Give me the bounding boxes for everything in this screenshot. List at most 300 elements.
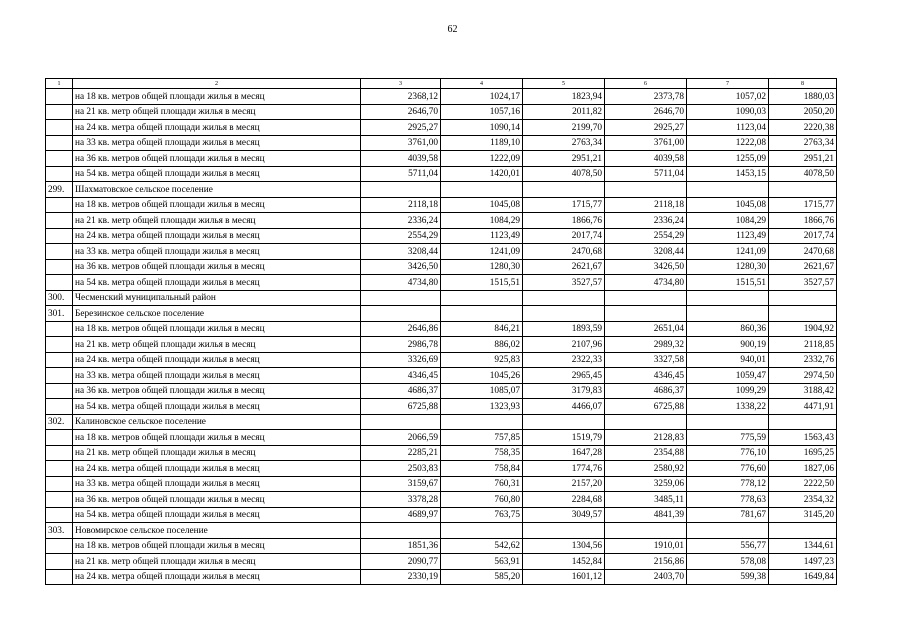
- value-cell-col-3: 3159,67: [361, 476, 441, 492]
- value-cell-col-7: 1123,04: [687, 120, 769, 136]
- value-cell-col-6: 3761,00: [605, 135, 687, 151]
- value-cell-col-8: 1695,25: [769, 445, 837, 461]
- section-title-cell: Шахматовское сельское поселение: [73, 182, 361, 198]
- norm-label-cell: на 33 кв. метра общей площади жилья в месяц: [73, 368, 361, 384]
- value-cell-col-7: 1084,29: [687, 213, 769, 229]
- value-cell-col-8: 2354,32: [769, 492, 837, 508]
- table-row: [46, 492, 837, 508]
- value-cell-col-3: [361, 182, 441, 198]
- value-cell-col-7: 578,08: [687, 554, 769, 570]
- column-number-4: 4: [441, 79, 523, 89]
- norm-label-cell: на 24 кв. метра общей площади жилья в месяц: [73, 461, 361, 477]
- value-cell-col-5: 1823,94: [523, 89, 605, 105]
- value-cell-col-8: 1649,84: [769, 569, 837, 585]
- table-row: [46, 213, 837, 229]
- row-number-cell: [46, 368, 73, 384]
- value-cell-col-3: 4689,97: [361, 507, 441, 523]
- value-cell-col-8: 2220,38: [769, 120, 837, 136]
- table-row: [46, 244, 837, 260]
- value-cell-col-8: 2222,50: [769, 476, 837, 492]
- value-cell-col-3: 2503,83: [361, 461, 441, 477]
- norm-label-cell: на 24 кв. метра общей площади жилья в месяц: [73, 569, 361, 585]
- section-title-cell: Калиновское сельское поселение: [73, 414, 361, 430]
- value-cell-col-3: 2090,77: [361, 554, 441, 570]
- table-row: [46, 554, 837, 570]
- value-cell-col-4: 542,62: [441, 538, 523, 554]
- norm-label-cell: на 18 кв. метров общей площади жилья в месяц: [73, 538, 361, 554]
- value-cell-col-5: 1519,79: [523, 430, 605, 446]
- value-cell-col-8: 3188,42: [769, 383, 837, 399]
- value-cell-col-8: 2974,50: [769, 368, 837, 384]
- value-cell-col-4: 760,80: [441, 492, 523, 508]
- table-row: [46, 259, 837, 275]
- value-cell-col-5: 1601,12: [523, 569, 605, 585]
- value-cell-col-7: 1280,30: [687, 259, 769, 275]
- value-cell-col-3: 1851,36: [361, 538, 441, 554]
- row-number-cell: [46, 228, 73, 244]
- row-number-cell: [46, 89, 73, 105]
- row-number-cell: [46, 104, 73, 120]
- value-cell-col-8: [769, 306, 837, 322]
- table-row: [46, 569, 837, 585]
- row-number-cell: [46, 275, 73, 291]
- value-cell-col-6: [605, 414, 687, 430]
- value-cell-col-4: 760,31: [441, 476, 523, 492]
- value-cell-col-5: 3049,57: [523, 507, 605, 523]
- row-number-cell: 302.: [46, 414, 73, 430]
- value-cell-col-3: 3208,44: [361, 244, 441, 260]
- value-cell-col-3: 2646,70: [361, 104, 441, 120]
- value-cell-col-8: 4078,50: [769, 166, 837, 182]
- value-cell-col-7: 778,63: [687, 492, 769, 508]
- table-row: [46, 151, 837, 167]
- value-cell-col-8: 2118,85: [769, 337, 837, 353]
- value-cell-col-4: 1123,49: [441, 228, 523, 244]
- value-cell-col-3: 2330,19: [361, 569, 441, 585]
- norm-label-cell: на 21 кв. метр общей площади жилья в месяц: [73, 445, 361, 461]
- value-cell-col-7: 556,77: [687, 538, 769, 554]
- value-cell-col-7: 781,67: [687, 507, 769, 523]
- value-cell-col-3: 2925,27: [361, 120, 441, 136]
- norm-label-cell: на 24 кв. метра общей площади жилья в месяц: [73, 228, 361, 244]
- value-cell-col-6: 3485,11: [605, 492, 687, 508]
- value-cell-col-4: [441, 306, 523, 322]
- value-cell-col-5: 3527,57: [523, 275, 605, 291]
- value-cell-col-8: [769, 182, 837, 198]
- value-cell-col-6: 6725,88: [605, 399, 687, 415]
- value-cell-col-3: 4346,45: [361, 368, 441, 384]
- value-cell-col-3: 3761,00: [361, 135, 441, 151]
- norm-label-cell: на 33 кв. метра общей площади жилья в месяц: [73, 244, 361, 260]
- column-number-6: 6: [605, 79, 687, 89]
- value-cell-col-6: 4841,39: [605, 507, 687, 523]
- value-cell-col-7: 1099,29: [687, 383, 769, 399]
- value-cell-col-8: 4471,91: [769, 399, 837, 415]
- value-cell-col-3: 2285,21: [361, 445, 441, 461]
- value-cell-col-5: 2470,68: [523, 244, 605, 260]
- row-number-cell: [46, 476, 73, 492]
- row-number-cell: [46, 554, 73, 570]
- value-cell-col-3: 4039,58: [361, 151, 441, 167]
- row-number-cell: [46, 352, 73, 368]
- section-row: [46, 290, 837, 306]
- norm-label-cell: на 18 кв. метров общей площади жилья в месяц: [73, 197, 361, 213]
- table-row: [46, 368, 837, 384]
- norm-label-cell: на 24 кв. метра общей площади жилья в месяц: [73, 352, 361, 368]
- column-number-8: 8: [769, 79, 837, 89]
- value-cell-col-3: [361, 306, 441, 322]
- norm-label-cell: на 21 кв. метр общей площади жилья в месяц: [73, 554, 361, 570]
- section-row: [46, 414, 837, 430]
- table-row: [46, 321, 837, 337]
- value-cell-col-8: 2050,20: [769, 104, 837, 120]
- value-cell-col-7: 775,59: [687, 430, 769, 446]
- norm-label-cell: на 21 кв. метр общей площади жилья в месяц: [73, 337, 361, 353]
- value-cell-col-4: 846,21: [441, 321, 523, 337]
- value-cell-col-8: 3145,20: [769, 507, 837, 523]
- value-cell-col-8: [769, 414, 837, 430]
- norm-label-cell: на 54 кв. метра общей площади жилья в месяц: [73, 275, 361, 291]
- norm-label-cell: на 36 кв. метров общей площади жилья в месяц: [73, 492, 361, 508]
- value-cell-col-8: 1866,76: [769, 213, 837, 229]
- value-cell-col-5: 2621,67: [523, 259, 605, 275]
- table-row: [46, 89, 837, 105]
- table-row: [46, 275, 837, 291]
- value-cell-col-6: 1910,01: [605, 538, 687, 554]
- value-cell-col-5: 1774,76: [523, 461, 605, 477]
- value-cell-col-5: 3179,83: [523, 383, 605, 399]
- value-cell-col-4: [441, 182, 523, 198]
- value-cell-col-7: 1241,09: [687, 244, 769, 260]
- table-row: [46, 104, 837, 120]
- value-cell-col-7: 1255,09: [687, 151, 769, 167]
- value-cell-col-8: 1563,43: [769, 430, 837, 446]
- value-cell-col-6: 3327,58: [605, 352, 687, 368]
- row-number-cell: 303.: [46, 523, 73, 539]
- value-cell-col-5: 2107,96: [523, 337, 605, 353]
- value-cell-col-5: 2017,74: [523, 228, 605, 244]
- value-cell-col-6: 3259,06: [605, 476, 687, 492]
- norm-label-cell: на 54 кв. метра общей площади жилья в месяц: [73, 166, 361, 182]
- value-cell-col-4: 1084,29: [441, 213, 523, 229]
- value-cell-col-8: 1497,23: [769, 554, 837, 570]
- value-cell-col-6: 2354,88: [605, 445, 687, 461]
- norm-label-cell: на 36 кв. метров общей площади жилья в месяц: [73, 383, 361, 399]
- value-cell-col-4: 563,91: [441, 554, 523, 570]
- value-cell-col-7: 1045,08: [687, 197, 769, 213]
- column-number-1: 1: [46, 79, 73, 89]
- value-cell-col-8: 2332,76: [769, 352, 837, 368]
- value-cell-col-4: 1241,09: [441, 244, 523, 260]
- value-cell-col-5: 2951,21: [523, 151, 605, 167]
- section-row: [46, 523, 837, 539]
- column-number-row: [46, 79, 837, 89]
- value-cell-col-4: 1045,08: [441, 197, 523, 213]
- table-row: [46, 476, 837, 492]
- norm-label-cell: на 18 кв. метров общей площади жилья в месяц: [73, 89, 361, 105]
- value-cell-col-3: 2118,18: [361, 197, 441, 213]
- norm-label-cell: на 21 кв. метр общей площади жилья в месяц: [73, 213, 361, 229]
- value-cell-col-6: [605, 182, 687, 198]
- row-number-cell: [46, 166, 73, 182]
- value-cell-col-6: 2336,24: [605, 213, 687, 229]
- value-cell-col-3: 4734,80: [361, 275, 441, 291]
- value-cell-col-6: 4346,45: [605, 368, 687, 384]
- row-number-cell: [46, 197, 73, 213]
- value-cell-col-7: [687, 182, 769, 198]
- value-cell-col-7: [687, 414, 769, 430]
- value-cell-col-6: 2156,86: [605, 554, 687, 570]
- value-cell-col-5: 2763,34: [523, 135, 605, 151]
- row-number-cell: [46, 337, 73, 353]
- value-cell-col-8: 1715,77: [769, 197, 837, 213]
- value-cell-col-5: 2157,20: [523, 476, 605, 492]
- norm-label-cell: на 24 кв. метра общей площади жилья в месяц: [73, 120, 361, 136]
- value-cell-col-5: 1647,28: [523, 445, 605, 461]
- value-cell-col-3: 2986,78: [361, 337, 441, 353]
- value-cell-col-6: 2989,32: [605, 337, 687, 353]
- section-title-cell: Новомирское сельское поселение: [73, 523, 361, 539]
- value-cell-col-3: 2368,12: [361, 89, 441, 105]
- value-cell-col-5: 1304,56: [523, 538, 605, 554]
- table-row: [46, 445, 837, 461]
- value-cell-col-3: 6725,88: [361, 399, 441, 415]
- value-cell-col-7: 900,19: [687, 337, 769, 353]
- value-cell-col-7: 1090,03: [687, 104, 769, 120]
- value-cell-col-3: [361, 414, 441, 430]
- value-cell-col-6: 3208,44: [605, 244, 687, 260]
- value-cell-col-6: 2554,29: [605, 228, 687, 244]
- row-number-cell: [46, 321, 73, 337]
- row-number-cell: [46, 461, 73, 477]
- table-body: [46, 89, 837, 585]
- value-cell-col-7: 860,36: [687, 321, 769, 337]
- column-number-7: 7: [687, 79, 769, 89]
- value-cell-col-4: 886,02: [441, 337, 523, 353]
- section-row: [46, 306, 837, 322]
- column-number-5: 5: [523, 79, 605, 89]
- value-cell-col-6: 4734,80: [605, 275, 687, 291]
- value-cell-col-3: [361, 290, 441, 306]
- value-cell-col-4: 763,75: [441, 507, 523, 523]
- value-cell-col-5: 4466,07: [523, 399, 605, 415]
- value-cell-col-7: 599,38: [687, 569, 769, 585]
- value-cell-col-6: 2373,78: [605, 89, 687, 105]
- norm-label-cell: на 36 кв. метров общей площади жилья в месяц: [73, 259, 361, 275]
- value-cell-col-8: 2017,74: [769, 228, 837, 244]
- value-cell-col-6: 5711,04: [605, 166, 687, 182]
- value-cell-col-4: 1024,17: [441, 89, 523, 105]
- value-cell-col-4: 1515,51: [441, 275, 523, 291]
- value-cell-col-5: 4078,50: [523, 166, 605, 182]
- value-cell-col-4: 1057,16: [441, 104, 523, 120]
- value-cell-col-6: [605, 306, 687, 322]
- value-cell-col-6: 2580,92: [605, 461, 687, 477]
- table-row: [46, 228, 837, 244]
- row-number-cell: [46, 213, 73, 229]
- row-number-cell: [46, 492, 73, 508]
- table-row: [46, 538, 837, 554]
- value-cell-col-6: 2118,18: [605, 197, 687, 213]
- table-row: [46, 337, 837, 353]
- value-cell-col-8: 1880,03: [769, 89, 837, 105]
- value-cell-col-7: [687, 306, 769, 322]
- value-cell-col-5: [523, 523, 605, 539]
- value-cell-col-8: [769, 290, 837, 306]
- norm-label-cell: на 18 кв. метров общей площади жилья в месяц: [73, 321, 361, 337]
- row-number-cell: 299.: [46, 182, 73, 198]
- value-cell-col-3: 3326,69: [361, 352, 441, 368]
- value-cell-col-4: 758,35: [441, 445, 523, 461]
- value-cell-col-4: [441, 414, 523, 430]
- value-cell-col-5: [523, 290, 605, 306]
- norm-label-cell: на 33 кв. метра общей площади жилья в месяц: [73, 135, 361, 151]
- value-cell-col-4: 1323,93: [441, 399, 523, 415]
- row-number-cell: [46, 507, 73, 523]
- row-number-cell: [46, 259, 73, 275]
- table-row: [46, 135, 837, 151]
- value-cell-col-7: [687, 290, 769, 306]
- value-cell-col-5: 1715,77: [523, 197, 605, 213]
- value-cell-col-8: 2470,68: [769, 244, 837, 260]
- column-number-3: 3: [361, 79, 441, 89]
- norm-label-cell: на 21 кв. метр общей площади жилья в месяц: [73, 104, 361, 120]
- value-cell-col-7: 776,10: [687, 445, 769, 461]
- row-number-cell: [46, 151, 73, 167]
- value-cell-col-4: [441, 523, 523, 539]
- value-cell-col-4: 1189,10: [441, 135, 523, 151]
- value-cell-col-8: 3527,57: [769, 275, 837, 291]
- value-cell-col-5: 1452,84: [523, 554, 605, 570]
- value-cell-col-3: 2646,86: [361, 321, 441, 337]
- row-number-cell: [46, 445, 73, 461]
- value-cell-col-7: 1453,15: [687, 166, 769, 182]
- norm-label-cell: на 18 кв. метров общей площади жилья в месяц: [73, 430, 361, 446]
- value-cell-col-3: 4686,37: [361, 383, 441, 399]
- norm-label-cell: на 36 кв. метров общей площади жилья в месяц: [73, 151, 361, 167]
- row-number-cell: 300.: [46, 290, 73, 306]
- value-cell-col-8: 1904,92: [769, 321, 837, 337]
- value-cell-col-7: 1059,47: [687, 368, 769, 384]
- value-cell-col-8: 2621,67: [769, 259, 837, 275]
- value-cell-col-7: 940,01: [687, 352, 769, 368]
- value-cell-col-7: 1123,49: [687, 228, 769, 244]
- row-number-cell: 301.: [46, 306, 73, 322]
- value-cell-col-3: 2554,29: [361, 228, 441, 244]
- section-title-cell: Березинское сельское поселение: [73, 306, 361, 322]
- norm-label-cell: на 33 кв. метра общей площади жилья в месяц: [73, 476, 361, 492]
- value-cell-col-4: 585,20: [441, 569, 523, 585]
- value-cell-col-8: [769, 523, 837, 539]
- value-cell-col-5: 2965,45: [523, 368, 605, 384]
- value-cell-col-4: 1090,14: [441, 120, 523, 136]
- value-cell-col-4: 758,84: [441, 461, 523, 477]
- value-cell-col-6: 2925,27: [605, 120, 687, 136]
- value-cell-col-5: [523, 306, 605, 322]
- value-cell-col-5: [523, 414, 605, 430]
- value-cell-col-7: 776,60: [687, 461, 769, 477]
- table-row: [46, 461, 837, 477]
- row-number-cell: [46, 135, 73, 151]
- row-number-cell: [46, 399, 73, 415]
- table-row: [46, 166, 837, 182]
- value-cell-col-5: 2011,82: [523, 104, 605, 120]
- value-cell-col-3: 3378,28: [361, 492, 441, 508]
- value-cell-col-6: 2403,70: [605, 569, 687, 585]
- value-cell-col-7: 1338,22: [687, 399, 769, 415]
- value-cell-col-4: [441, 290, 523, 306]
- value-cell-col-4: 1085,07: [441, 383, 523, 399]
- value-cell-col-6: [605, 290, 687, 306]
- norm-label-cell: на 54 кв. метра общей площади жилья в месяц: [73, 399, 361, 415]
- value-cell-col-8: 1344,61: [769, 538, 837, 554]
- value-cell-col-3: 2066,59: [361, 430, 441, 446]
- value-cell-col-6: [605, 523, 687, 539]
- value-cell-col-4: 1280,30: [441, 259, 523, 275]
- value-cell-col-7: 1222,08: [687, 135, 769, 151]
- value-cell-col-8: 1827,06: [769, 461, 837, 477]
- value-cell-col-5: [523, 182, 605, 198]
- value-cell-col-8: 2763,34: [769, 135, 837, 151]
- value-cell-col-8: 2951,21: [769, 151, 837, 167]
- norm-label-cell: на 54 кв. метра общей площади жилья в месяц: [73, 507, 361, 523]
- row-number-cell: [46, 430, 73, 446]
- section-title-cell: Чесменский муниципальный район: [73, 290, 361, 306]
- row-number-cell: [46, 244, 73, 260]
- value-cell-col-6: 4686,37: [605, 383, 687, 399]
- value-cell-col-3: 5711,04: [361, 166, 441, 182]
- table-row: [46, 430, 837, 446]
- value-cell-col-5: 1866,76: [523, 213, 605, 229]
- tariff-table: [45, 78, 837, 585]
- table-row: [46, 507, 837, 523]
- value-cell-col-4: 1420,01: [441, 166, 523, 182]
- row-number-cell: [46, 383, 73, 399]
- value-cell-col-4: 1045,26: [441, 368, 523, 384]
- value-cell-col-4: 1222,09: [441, 151, 523, 167]
- value-cell-col-5: 2322,33: [523, 352, 605, 368]
- table-row: [46, 383, 837, 399]
- value-cell-col-3: 3426,50: [361, 259, 441, 275]
- table-row: [46, 120, 837, 136]
- row-number-cell: [46, 538, 73, 554]
- value-cell-col-7: 1515,51: [687, 275, 769, 291]
- value-cell-col-6: 2651,04: [605, 321, 687, 337]
- value-cell-col-6: 2128,83: [605, 430, 687, 446]
- value-cell-col-5: 1893,59: [523, 321, 605, 337]
- value-cell-col-5: 2199,70: [523, 120, 605, 136]
- value-cell-col-4: 757,85: [441, 430, 523, 446]
- value-cell-col-7: [687, 523, 769, 539]
- row-number-cell: [46, 569, 73, 585]
- value-cell-col-5: 2284,68: [523, 492, 605, 508]
- section-row: [46, 182, 837, 198]
- value-cell-col-3: [361, 523, 441, 539]
- table-row: [46, 399, 837, 415]
- value-cell-col-6: 4039,58: [605, 151, 687, 167]
- value-cell-col-4: 925,83: [441, 352, 523, 368]
- value-cell-col-7: 1057,02: [687, 89, 769, 105]
- column-number-2: 2: [73, 79, 361, 89]
- table-row: [46, 352, 837, 368]
- value-cell-col-6: 3426,50: [605, 259, 687, 275]
- table-row: [46, 197, 837, 213]
- page-number: 62: [447, 24, 458, 35]
- value-cell-col-7: 778,12: [687, 476, 769, 492]
- value-cell-col-3: 2336,24: [361, 213, 441, 229]
- value-cell-col-6: 2646,70: [605, 104, 687, 120]
- row-number-cell: [46, 120, 73, 136]
